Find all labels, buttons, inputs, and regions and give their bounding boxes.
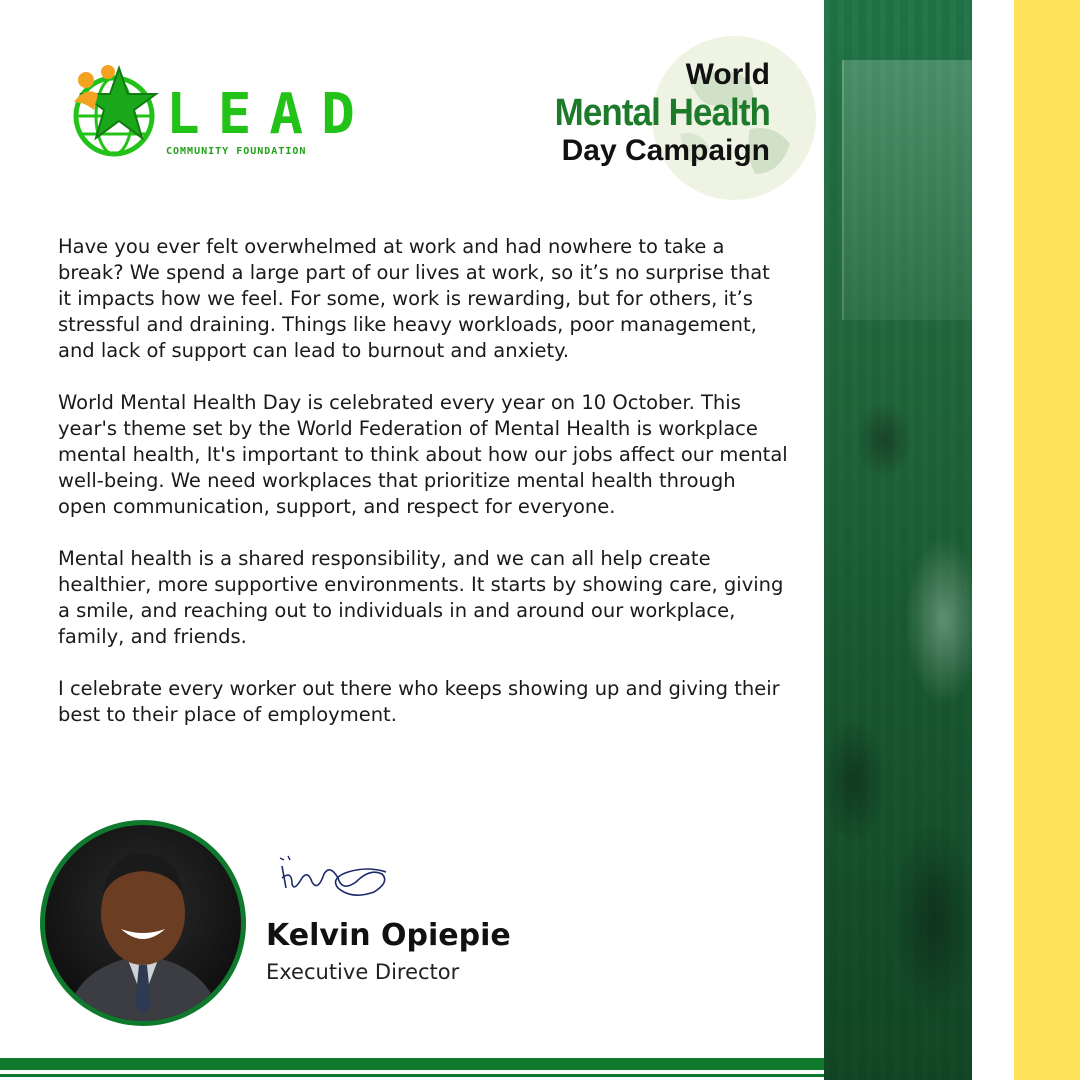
handwritten-signature-icon: [278, 848, 398, 908]
campaign-title: [500, 58, 770, 168]
paragraph: I celebrate every worker out there who keeps showing up and giving their best to their place of employment.: [58, 677, 780, 726]
signatory-role: Executive Director: [266, 960, 460, 984]
paragraph: World Mental Health Day is celebrated every year on 10 October. This year's theme set by the World Federation of Mental Health is workplace mental health, It's important to think about how our jobs affect our mental well-being. We need workplaces that prioritize mental health through open communication, support, and respect for everyone.: [58, 391, 788, 518]
message-body: [58, 234, 788, 754]
building-silhouette: [842, 60, 974, 320]
campaign-title-line3: Day Campaign: [561, 134, 770, 167]
lead-logo: [64, 58, 373, 164]
background-photo-panel: [824, 0, 972, 1080]
crowd-silhouette: [824, 360, 972, 1080]
bottom-green-bar: [0, 1058, 824, 1070]
logo-wordmark: LEAD: [166, 82, 373, 147]
signatory-name: Kelvin Opiepie: [266, 918, 511, 953]
portrait-icon: [45, 825, 241, 1021]
white-divider-strip: [972, 0, 1014, 1080]
logo-subtitle: COMMUNITY FOUNDATION: [166, 146, 307, 157]
signatory-avatar: [40, 820, 246, 1026]
paragraph: Have you ever felt overwhelmed at work and had nowhere to take a break? We spend a large part of our lives at work, so it’s no surprise that it impacts how we feel. For some, work is rewarding, but for others, it’s stressful and draining. Things like heavy workloads, poor management, and lack of support can lead to burnout and anxiety.: [58, 235, 770, 362]
paragraph: Mental health is a shared responsibility, and we can all help create healthier, more supportive environments. It starts by showing care, giving a smile, and reaching out to individuals in and around our workplace, family, and friends.: [58, 547, 784, 648]
campaign-title-line2: Mental Health: [554, 92, 770, 134]
avatar-photo: [45, 825, 241, 1021]
campaign-title-line1: World: [685, 58, 770, 91]
globe-star-emblem-icon: [64, 58, 164, 158]
yellow-accent-strip: [1014, 0, 1080, 1080]
bottom-green-line: [0, 1074, 824, 1077]
